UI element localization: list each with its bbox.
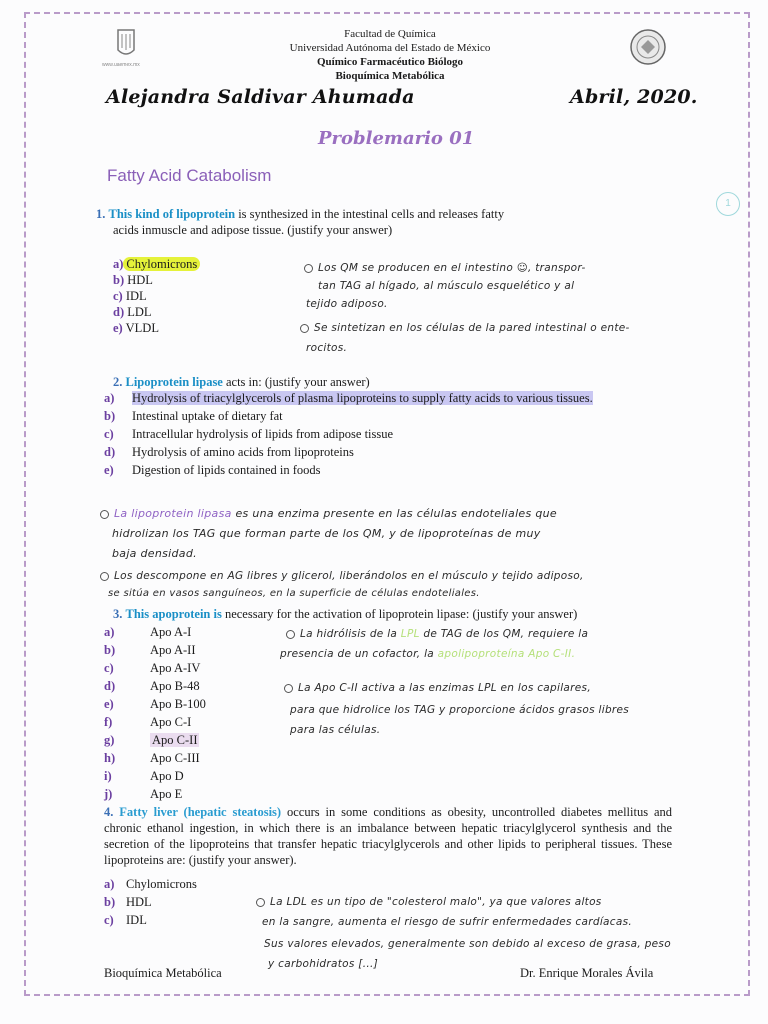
option-letter: f) <box>104 715 113 729</box>
option-letter: d) <box>104 445 116 459</box>
handwritten-answer-q2-line1: La lipoprotein lipasa es una enzima presente en las células endoteliales que <box>100 506 557 522</box>
option-q2-e <box>104 462 321 478</box>
handwritten-answer-q3-line5: para las células. <box>290 724 381 736</box>
option-text: VLDL <box>125 321 159 335</box>
option-letter: d) <box>104 679 116 693</box>
option-q4-c <box>104 912 147 928</box>
option-q4-b <box>104 894 152 910</box>
option-q1-e <box>113 320 159 336</box>
option-text: Hydrolysis of amino acids from lipoproteins <box>132 445 354 459</box>
question-1 <box>96 206 504 222</box>
header-faculty: Facultad de Química <box>344 28 436 40</box>
option-letter: h) <box>104 751 116 765</box>
section-title: Fatty Acid Catabolism <box>107 166 272 185</box>
option-text: IDL <box>126 913 147 927</box>
option-letter: b) <box>104 895 116 909</box>
handwritten-answer-q2-line5: se sitúa en vasos sanguíneos, en la superficie de células endoteliales. <box>108 588 480 599</box>
footer-course: Bioquímica Metabólica <box>104 966 222 980</box>
handwritten-answer-q3-line2: presencia de un cofactor, la apolipoproteína Apo C-II. <box>280 648 576 660</box>
option-text: Intracellular hydrolysis of lipids from adipose tissue <box>132 427 394 441</box>
question-text: is synthesized in the intestinal cells and releases fatty <box>238 207 505 221</box>
faculty-seal-icon <box>626 26 670 72</box>
option-letter: i) <box>104 769 112 783</box>
option-q3-e <box>104 696 206 712</box>
handwritten-answer-q2-line2: hidrolizan los TAG que forman parte de los QM, y de lipoproteínas de muy <box>112 527 541 540</box>
option-q3-f <box>104 714 191 730</box>
option-text: Chylomicrons <box>126 877 197 891</box>
question-3 <box>113 606 577 622</box>
question-1-continued: acids inmuscle and adipose tissue. (justify your answer) <box>113 223 393 237</box>
option-letter: a) <box>104 877 115 891</box>
question-keyword: This kind of lipoprotein <box>108 207 236 221</box>
bullet-icon <box>100 510 109 519</box>
handwritten-answer-q2-line3: baja densidad. <box>112 547 197 560</box>
option-q2-a <box>104 390 593 406</box>
option-q3-i <box>104 768 184 784</box>
option-text: Apo D <box>150 769 184 783</box>
page-marker: 1 <box>716 192 740 216</box>
option-text: Apo B-48 <box>150 679 200 693</box>
question-number: 3. <box>113 607 123 621</box>
handwritten-answer-q1-line4: Se sintetizan en los células de la pared intestinal o ente- <box>300 320 630 336</box>
option-text: Apo C-III <box>150 751 200 765</box>
handwritten-answer-q1-line2: tan TAG al hígado, al músculo esquelético y al <box>318 280 575 292</box>
question-2 <box>113 374 370 390</box>
student-name: Alejandra Saldivar Ahumada <box>106 86 415 108</box>
handwritten-answer-q4-line3: Sus valores elevados, generalmente son debido al exceso de grasa, peso <box>264 938 671 950</box>
option-letter: a) <box>104 625 115 639</box>
option-text: Apo B-100 <box>150 697 206 711</box>
option-letter: c) <box>104 913 114 927</box>
question-keyword: This apoprotein is <box>125 607 222 621</box>
handwritten-answer-q3-line3: La Apo C-II activa a las enzimas LPL en los capilares, <box>284 680 591 696</box>
bullet-icon <box>300 324 309 333</box>
option-text: HDL <box>126 895 152 909</box>
option-letter: e) <box>104 697 114 711</box>
question-text: occurs in some conditions as obesity, uncontrolled diabetes mellitus and chronic ethanol ingestion, in which there is an imbalance between hepatic triacylglycerol synthesis and the secretion of the lipoproteins that transfer hepatic triacylglycerols and other lipids to peripheral tissues. These lipoproteins are: (justify your answer). <box>104 805 673 867</box>
bullet-icon <box>286 630 295 639</box>
option-q3-a <box>104 624 191 640</box>
question-text: acts in: (justify your answer) <box>225 375 370 389</box>
date: Abril, 2020. <box>570 86 698 108</box>
option-text-highlighted: Apo C-II <box>152 733 198 747</box>
option-text-highlighted: Hydrolysis of triacylglycerols of plasma lipoproteins to supply fatty acids to various tissues. <box>132 391 593 405</box>
header-university: Universidad Autónoma del Estado de México <box>289 42 491 54</box>
handwritten-answer-q1-line5: rocitos. <box>306 342 348 354</box>
bullet-icon <box>284 684 293 693</box>
option-letter: c) <box>104 661 114 675</box>
option-q3-g <box>104 732 199 748</box>
option-text-highlighted: Chylomicrons <box>123 257 200 271</box>
option-letter: a) <box>113 257 124 271</box>
option-letter: b) <box>104 643 116 657</box>
option-letter: c) <box>104 427 114 441</box>
option-q2-b <box>104 408 283 424</box>
option-text: Digestion of lipids contained in foods <box>132 463 321 477</box>
handwritten-answer-q1-line1: Los QM se producen en el intestino ☺, transpor- <box>304 260 586 276</box>
option-q2-d <box>104 444 354 460</box>
option-q3-c <box>104 660 200 676</box>
question-text: necessary for the activation of lipoprotein lipase: (justify your answer) <box>224 607 578 621</box>
footer-professor: Dr. Enrique Morales Ávila <box>520 966 654 980</box>
option-letter: j) <box>104 787 113 801</box>
problem-set-title: Problemario 01 <box>318 128 475 149</box>
option-q1-a <box>113 256 200 272</box>
university-logo <box>104 26 148 72</box>
bullet-icon <box>100 572 109 581</box>
handwritten-answer-q1-line3: tejido adiposo. <box>306 298 388 310</box>
option-text: Apo C-I <box>150 715 192 729</box>
question-4 <box>104 804 672 868</box>
header-program: Químico Farmacéutico Biólogo <box>316 56 464 68</box>
header-course: Bioquímica Metabólica <box>335 70 445 82</box>
option-text: Apo A-IV <box>150 661 201 675</box>
handwritten-answer-q3-line4: para que hidrolice los TAG y proporcione ácidos grasos libres <box>290 704 630 716</box>
option-letter: d) <box>113 305 125 319</box>
question-number: 4. <box>104 805 114 819</box>
handwritten-answer-q4-line1: La LDL es un tipo de "colesterol malo", ya que valores altos <box>256 894 602 910</box>
option-text: IDL <box>125 289 147 303</box>
question-keyword: Lipoprotein lipase <box>125 375 223 389</box>
option-text: Apo A-II <box>150 643 196 657</box>
question-number: 1. <box>96 207 106 221</box>
option-letter: g) <box>104 733 115 747</box>
option-letter: e) <box>104 463 114 477</box>
option-q1-c <box>113 288 147 304</box>
handwritten-answer-q2-line4: Los descompone en AG libres y glicerol, liberándolos en el músculo y tejido adiposo, <box>100 568 584 584</box>
option-text: HDL <box>127 273 153 287</box>
option-letter: a) <box>104 391 115 405</box>
handwritten-answer-q3-line1: La hidrólisis de la LPL de TAG de los QM, requiere la <box>286 626 588 642</box>
handwritten-answer-q4-line4: y carbohidratos [...] <box>268 958 379 970</box>
option-q1-b <box>113 272 153 288</box>
question-number: 2. <box>113 375 123 389</box>
option-q3-b <box>104 642 195 658</box>
option-q3-h <box>104 750 200 766</box>
option-letter: c) <box>113 289 123 303</box>
option-letter: e) <box>113 321 123 335</box>
logo-caption: www.uaemex.mx <box>102 62 140 68</box>
option-q4-a <box>104 876 197 892</box>
bullet-icon <box>304 264 313 273</box>
option-q3-j <box>104 786 182 802</box>
option-text: Apo A-I <box>150 625 192 639</box>
handwritten-answer-q4-line2: en la sangre, aumenta el riesgo de sufrir enfermedades cardíacas. <box>262 916 632 928</box>
option-q3-d <box>104 678 200 694</box>
option-letter: b) <box>104 409 116 423</box>
option-text: LDL <box>127 305 152 319</box>
option-q2-c <box>104 426 393 442</box>
question-keyword: Fatty liver (hepatic steatosis) <box>119 805 282 819</box>
option-letter: b) <box>113 273 125 287</box>
option-text: Apo E <box>150 787 183 801</box>
option-q1-d <box>113 304 152 320</box>
option-text: Intestinal uptake of dietary fat <box>132 409 283 423</box>
bullet-icon <box>256 898 265 907</box>
